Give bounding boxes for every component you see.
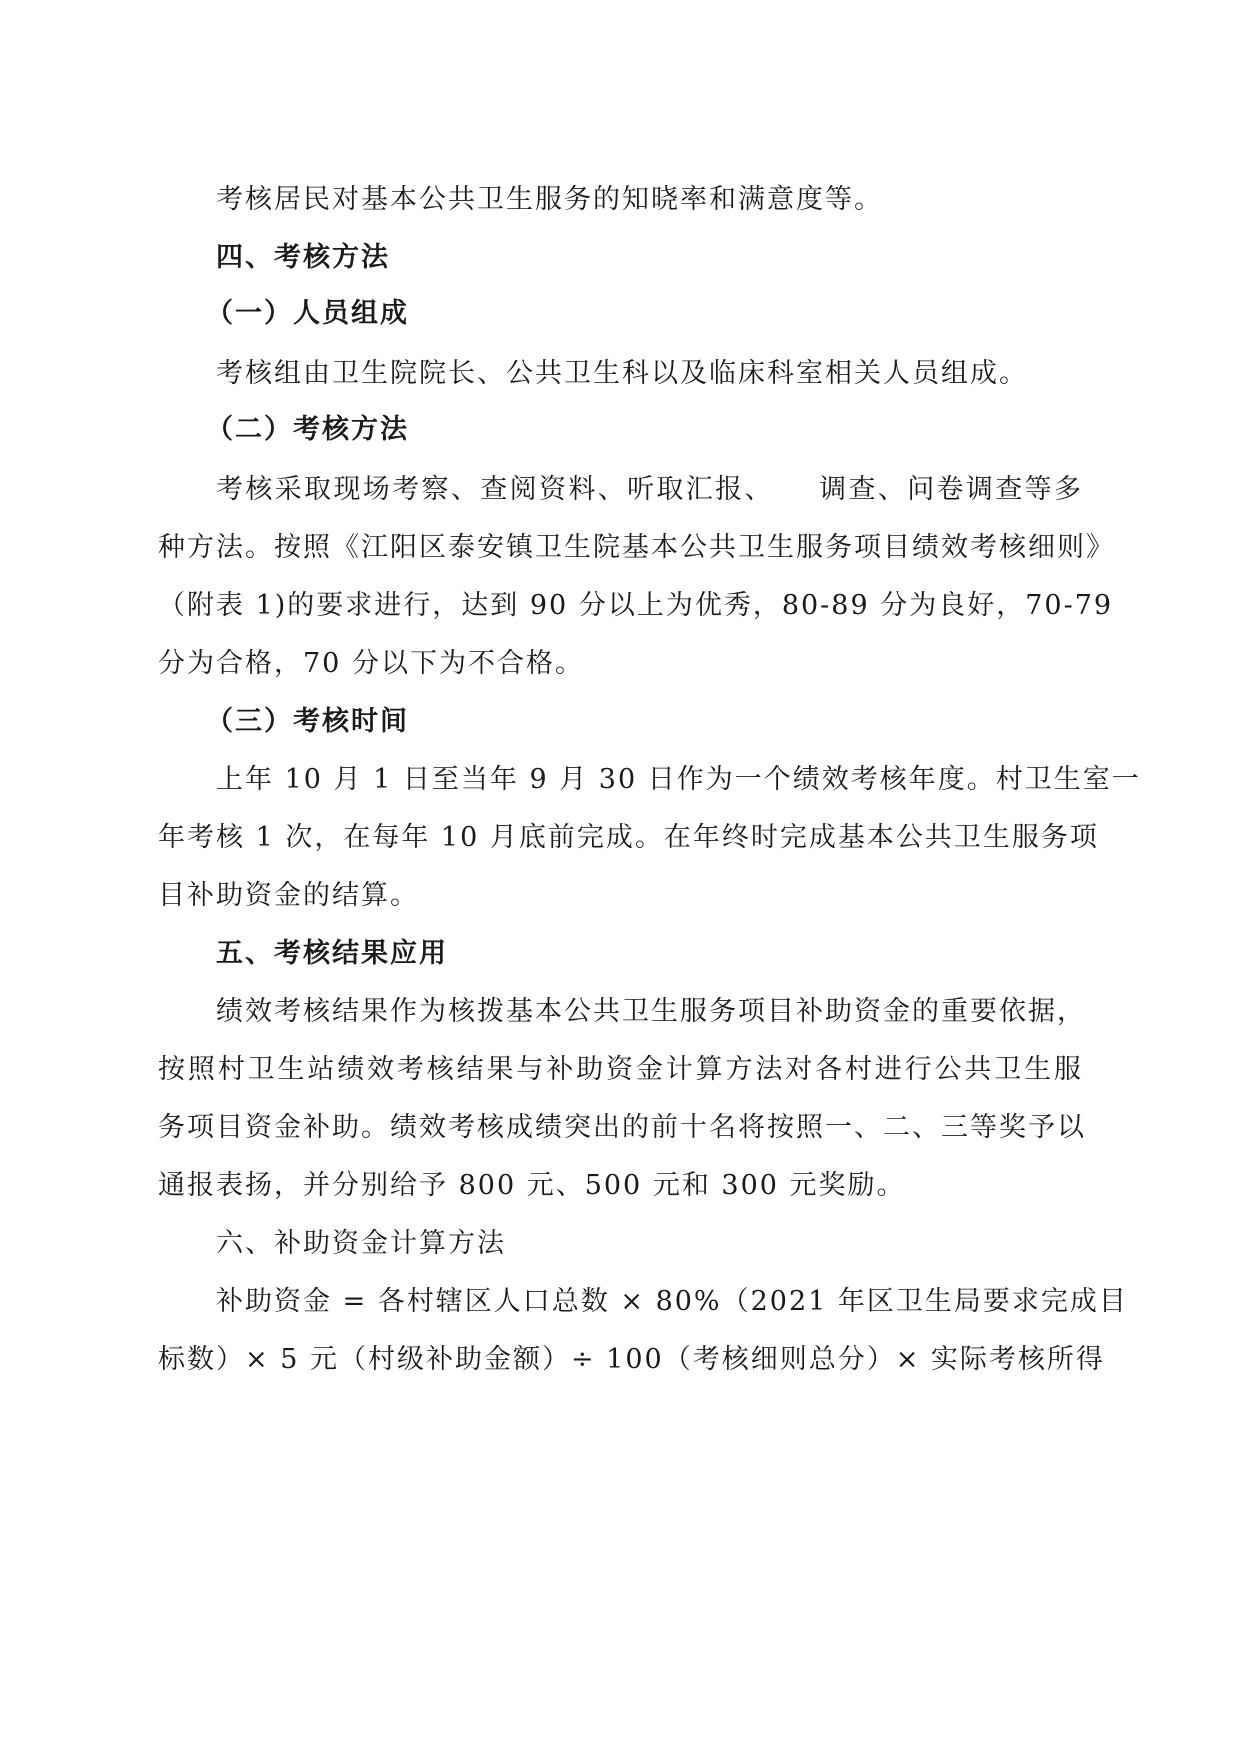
paragraph-line: 通报表扬，并分别给予 800 元、500 元和 300 元奖励。 — [158, 1170, 906, 1201]
paragraph-line: （附表 1)的要求进行，达到 90 分以上为优秀，80-89 分为良好，70-79 — [158, 590, 1114, 621]
subheading-method: （二）考核方法 — [206, 414, 409, 445]
paragraph-line: 考核组由卫生院院长、公共卫生科以及临床科室相关人员组成。 — [216, 358, 1028, 389]
paragraph-line: 考核居民对基本公共卫生服务的知晓率和满意度等。 — [216, 184, 883, 215]
paragraph-line: 分为合格，70 分以下为不合格。 — [158, 648, 584, 679]
paragraph-line: 按照村卫生站绩效考核结果与补助资金计算方法对各村进行公共卫生服 — [158, 1054, 1083, 1085]
paragraph-line: 绩效考核结果作为核拨基本公共卫生服务项目补助资金的重要依据， — [216, 996, 1086, 1027]
paragraph-line: 上年 10 月 1 日至当年 9 月 30 日作为一个绩效考核年度。村卫生室一 — [216, 764, 1141, 795]
subheading-time: （三）考核时间 — [206, 706, 409, 737]
paragraph-line: 目补助资金的结算。 — [158, 880, 419, 911]
paragraph-line: 补助资金 = 各村辖区人口总数 × 80%（2021 年区卫生局要求完成目 — [216, 1286, 1128, 1317]
paragraph-line: 务项目资金补助。绩效考核成绩突出的前十名将按照一、二、三等奖予以 — [158, 1112, 1086, 1143]
section-heading-5: 五、考核结果应用 — [216, 938, 448, 969]
paragraph-line: 种方法。按照《江阳区泰安镇卫生院基本公共卫生服务项目绩效考核细则》 — [158, 532, 1115, 563]
paragraph-line: 标数）× 5 元（村级补助金额）÷ 100（考核细则总分）× 实际考核所得 — [158, 1344, 1105, 1375]
section-heading-6: 六、补助资金计算方法 — [216, 1228, 506, 1259]
paragraph-line: 考核采取现场考察、查阅资料、听取汇报、 调查、问卷调查等多 — [216, 474, 1083, 505]
paragraph-line: 年考核 1 次，在每年 10 月底前完成。在年终时完成基本公共卫生服务项 — [158, 822, 1099, 853]
subheading-personnel: （一）人员组成 — [206, 298, 409, 329]
section-heading-4: 四、考核方法 — [216, 242, 390, 273]
